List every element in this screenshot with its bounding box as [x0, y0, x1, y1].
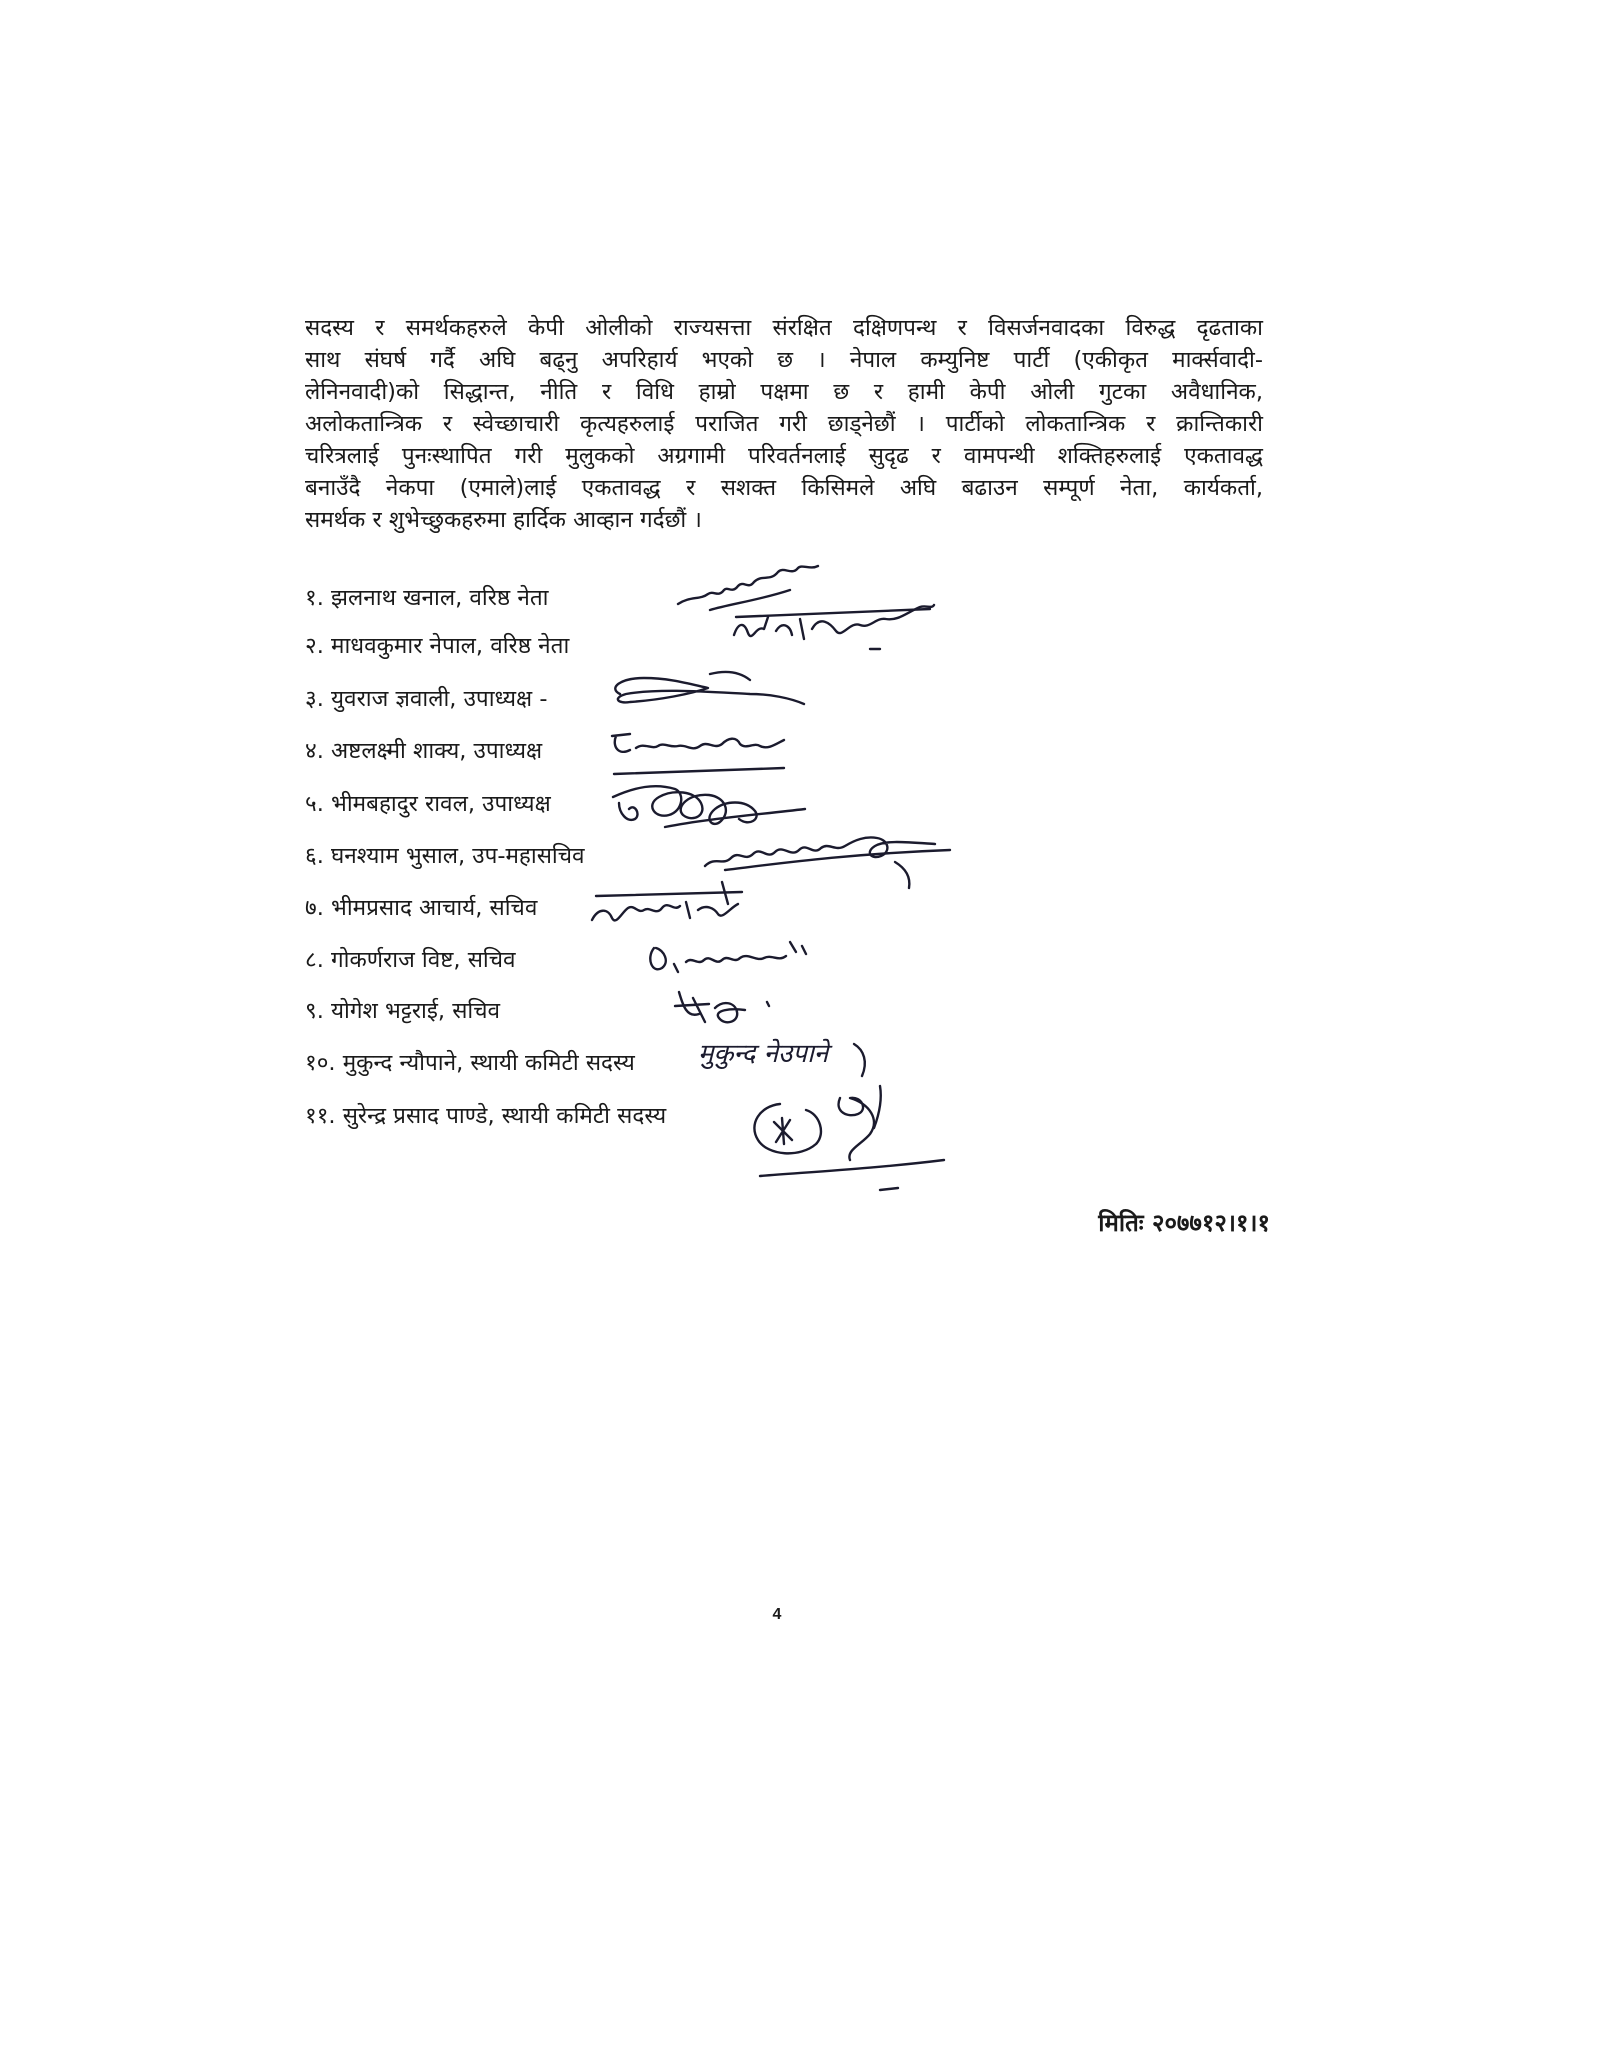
body-line: समर्थक र शुभेच्छुकहरुमा हार्दिक आव्हान गर्दछौं ।: [305, 507, 702, 533]
signatory-10: १०. मुकुन्द न्यौपाने, स्थायी कमिटी सदस्य: [305, 1050, 635, 1076]
signature-9: [665, 978, 795, 1038]
signatory-1: १. झलनाथ खनाल, वरिष्ठ नेता: [305, 585, 549, 611]
signatory-6: ६. घनश्याम भुसाल, उप-महासचिव: [305, 843, 585, 869]
body-line: अलोकतान्त्रिक र स्वेच्छाचारी कृत्यहरुलाई पराजित गरी छाड्नेछौं । पार्टीको लोकतान्त्रिक र क्रान्तिकारी: [305, 411, 1263, 437]
page-number: 4: [772, 1606, 782, 1623]
signature-10: मुकुन्द नेउपाने: [698, 1039, 829, 1069]
signature-2: [720, 595, 940, 660]
signatory-9: ९. योगेश भट्टराई, सचिव: [305, 998, 501, 1024]
signature-11: [730, 1068, 970, 1198]
document-date: मितिः २०७७१२।१।१: [1098, 1209, 1270, 1237]
signatory-7: ७. भीमप्रसाद आचार्य, सचिव: [305, 895, 538, 921]
body-line: सदस्य र समर्थकहरुले केपी ओलीको राज्यसत्ता संरक्षित दक्षिणपन्थ र विसर्जनवादका विरुद्ध दृढताका: [305, 315, 1263, 341]
signatory-5: ५. भीमबहादुर रावल, उपाध्यक्ष: [305, 791, 551, 817]
body-line: बनाउँदै नेकपा (एमाले)लाई एकतावद्ध र सशक्त किसिमले अघि बढाउन सम्पूर्ण नेता, कार्यकर्ता,: [305, 475, 1263, 501]
signatory-4: ४. अष्टलक्ष्मी शाक्य, उपाध्यक्ष: [305, 738, 543, 764]
body-line: चरित्रलाई पुनःस्थापित गरी मुलुकको अग्रगामी परिवर्तनलाई सुदृढ र वामपन्थी शक्तिहरुलाई एकतावद्ध: [305, 443, 1263, 469]
signature-3: [600, 664, 820, 719]
signatory-2: २. माधवकुमार नेपाल, वरिष्ठ नेता: [305, 633, 570, 659]
signatory-11: ११. सुरेन्द्र प्रसाद पाण्डे, स्थायी कमिटी सदस्य: [305, 1103, 667, 1129]
body-paragraph: [305, 312, 1263, 536]
signatory-3: ३. युवराज ज्ञवाली, उपाध्यक्ष -: [305, 686, 548, 712]
body-line: साथ संघर्ष गर्दै अघि बढ्नु अपरिहार्य भएको छ । नेपाल कम्युनिष्ट पार्टी (एकीकृत मार्क्सवादी-: [305, 347, 1263, 373]
body-line: लेनिनवादी)को सिद्धान्त, नीति र विधि हाम्रो पक्षमा छ र हामी केपी ओली गुटका अवैधानिक,: [305, 379, 1263, 405]
signatory-8: ८. गोकर्णराज विष्ट, सचिव: [305, 947, 516, 973]
